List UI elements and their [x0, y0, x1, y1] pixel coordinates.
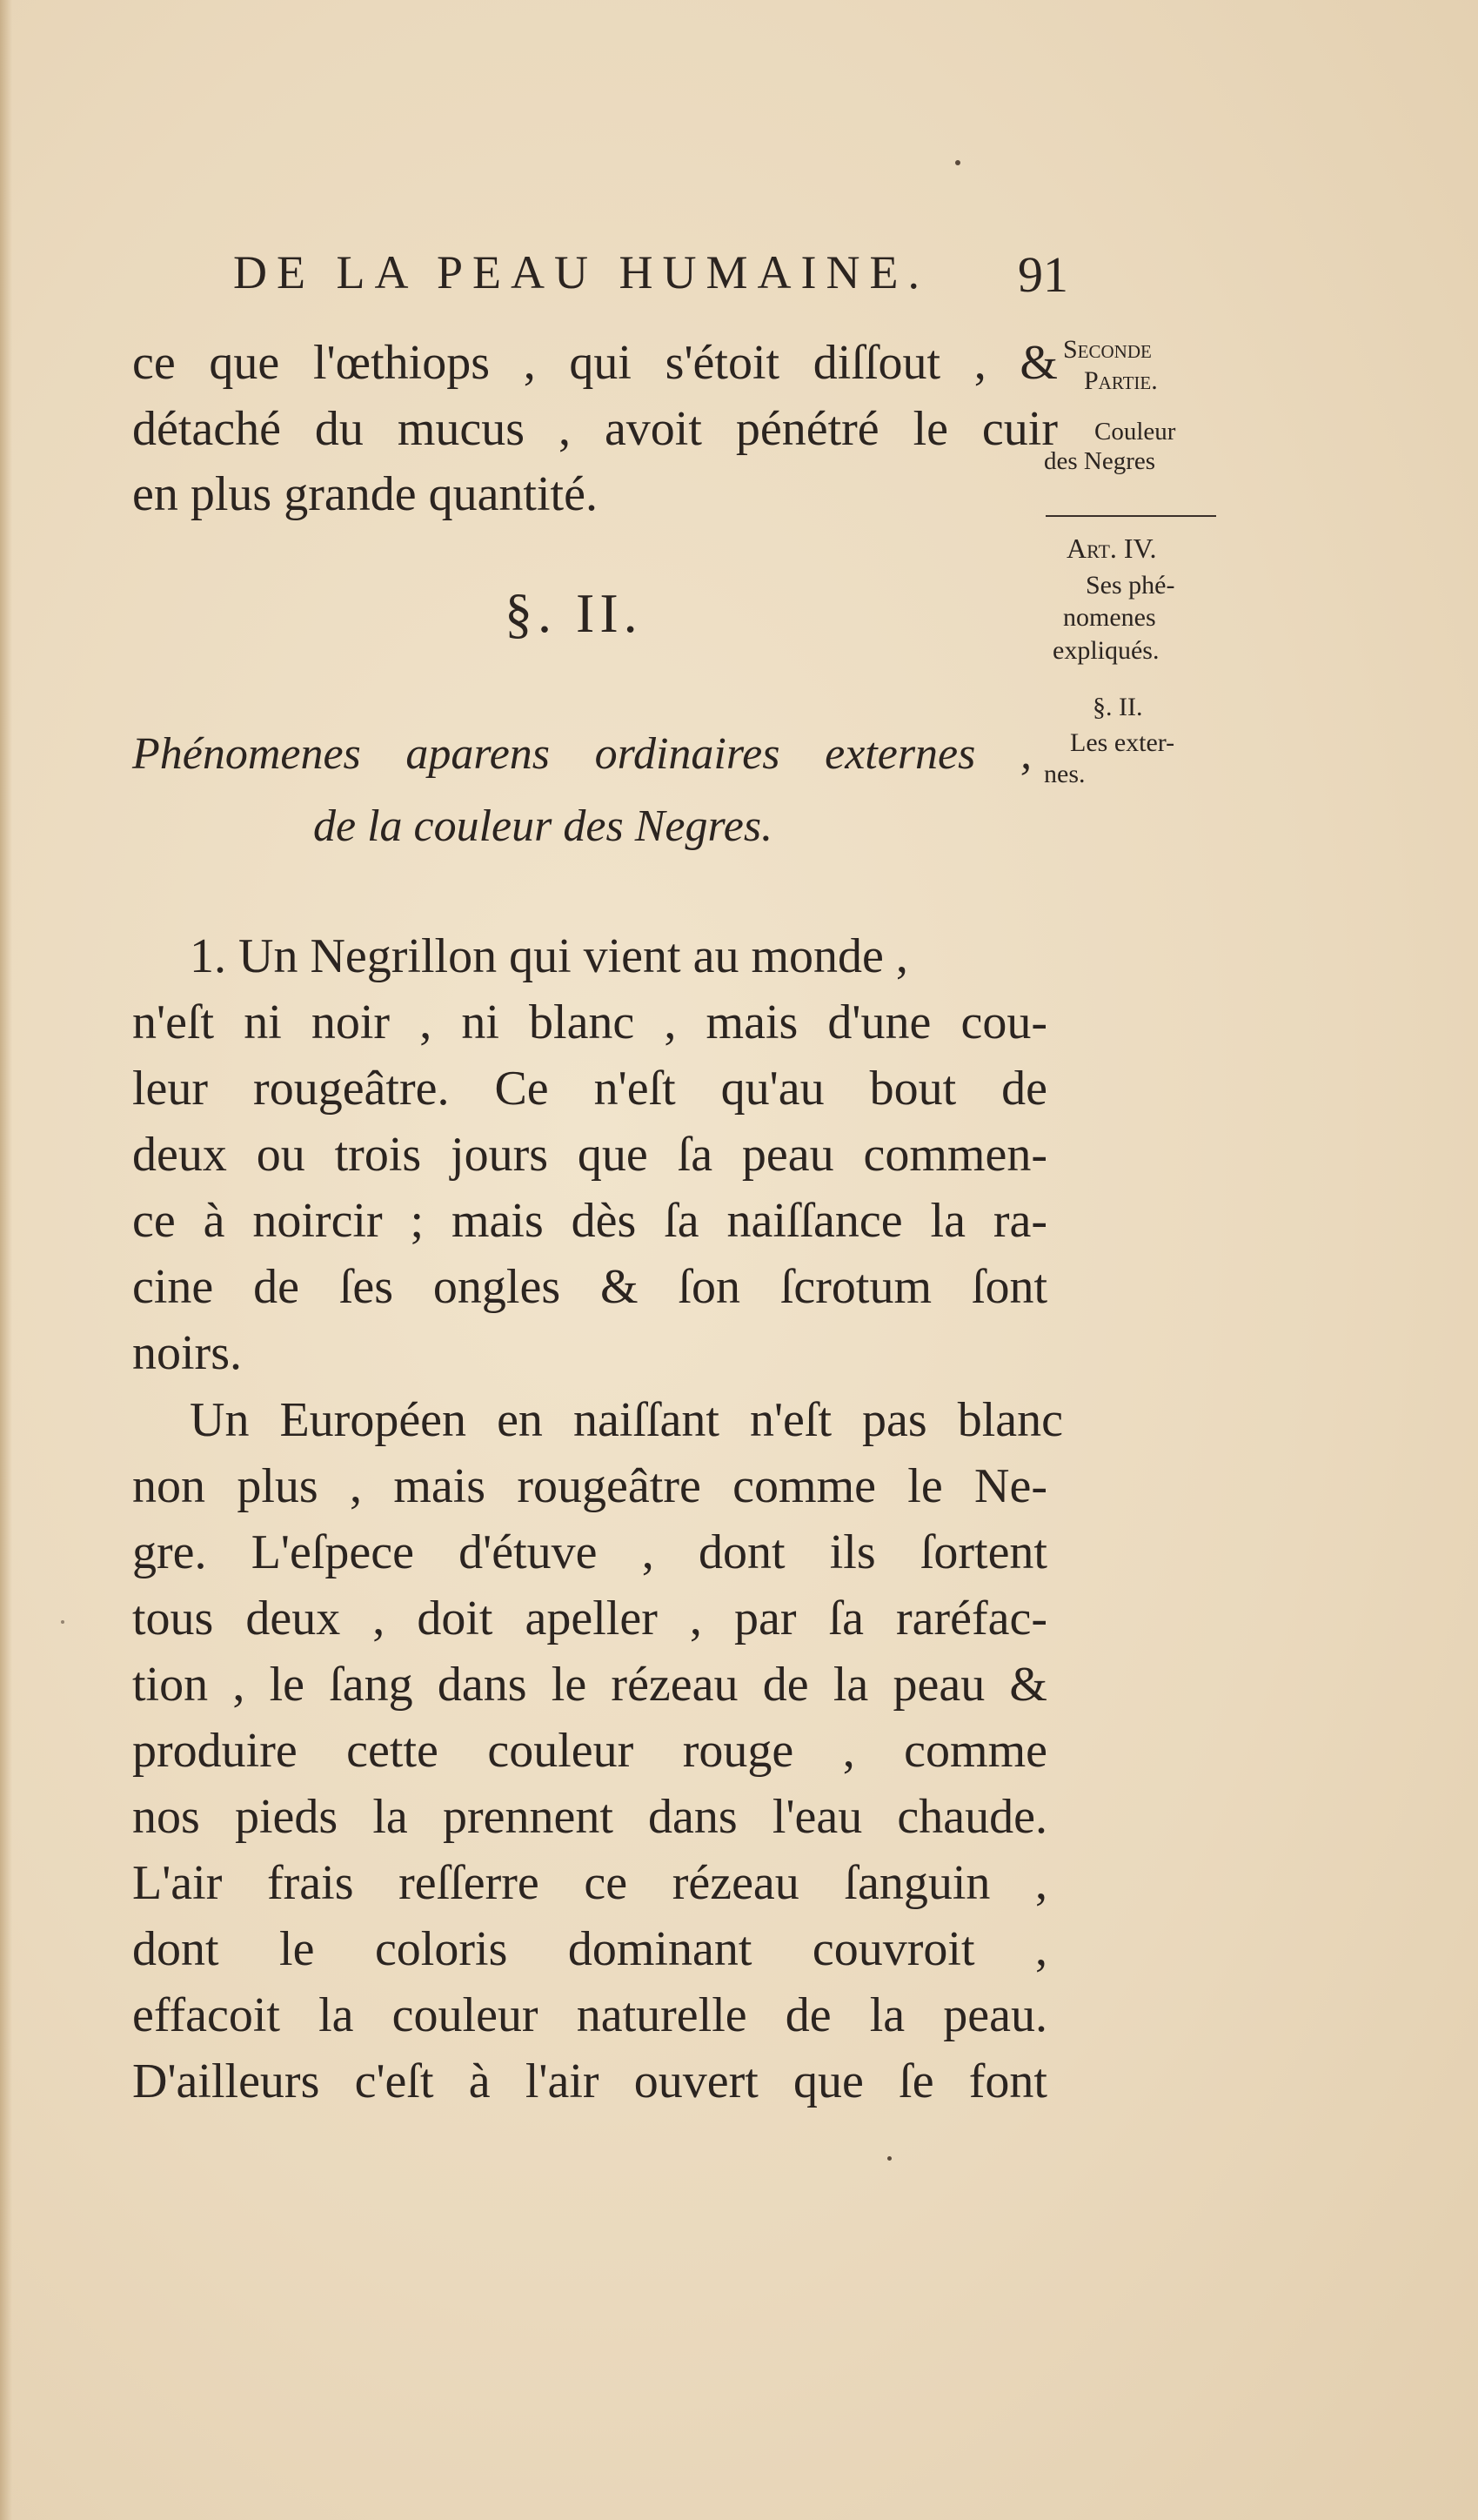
running-head-title: DE LA PEAU HUMAINE.: [233, 246, 929, 298]
paragraph-line: cine de ſes ongles & ſon ſcrotum ſont: [132, 1260, 1047, 1314]
paper-speck: [955, 160, 960, 165]
paragraph-line: n'eſt ni noir , ni blanc , mais d'une cou-: [132, 995, 1047, 1049]
margin-note-article-text: Ses phé-: [1086, 571, 1175, 600]
section-heading-line: Phénomenes aparens ordinaires externes ,: [132, 729, 1032, 779]
paragraph-line: tous deux , doit apeller , par ſa raréfac-: [132, 1592, 1047, 1645]
margin-note-part: Seconde: [1063, 335, 1152, 364]
paragraph-line: gre. L'eſpece d'étuve , dont ils ſortent: [132, 1525, 1047, 1579]
paragraph-line: produire cette couleur rouge , comme: [132, 1724, 1047, 1778]
paragraph-line: Un Européen en naiſſant n'eſt pas blanc: [190, 1393, 1063, 1447]
paragraph-line: effacoit la couleur naturelle de la peau.: [132, 1988, 1047, 2042]
paragraph-line: non plus , mais rougeâtre comme le Ne-: [132, 1459, 1047, 1513]
margin-note-section-text: Les exter-: [1070, 728, 1175, 757]
paper-speck: [61, 1620, 64, 1624]
margin-note-section: §. II.: [1093, 693, 1143, 721]
continuation-line: détaché du mucus , avoit pénétré le cuir: [132, 402, 1058, 456]
margin-note-section-text: nes.: [1044, 760, 1086, 788]
margin-note-article-text: expliqués.: [1053, 636, 1160, 665]
continuation-line: en plus grande quantité.: [132, 467, 598, 521]
paragraph-line: ce à noircir ; mais dès ſa naiſſance la ra-: [132, 1194, 1047, 1248]
paragraph-line: leur rougeâtre. Ce n'eſt qu'au bout de: [132, 1062, 1047, 1116]
paragraph-line: L'air frais reſſerre ce rézeau ſanguin ,: [132, 1856, 1047, 1910]
paragraph-line: D'ailleurs c'eſt à l'air ouvert que ſe font: [132, 2054, 1047, 2108]
margin-note-part: Partie.: [1084, 366, 1158, 395]
paragraph-line: dont le coloris dominant couvroit ,: [132, 1922, 1047, 1976]
paragraph-line: deux ou trois jours que ſa peau commen-: [132, 1128, 1047, 1182]
paragraph-line: tion , le ſang dans le rézeau de la peau &: [132, 1658, 1047, 1712]
section-mark: §. II.: [505, 582, 643, 644]
margin-note-topic: Couleur: [1094, 418, 1176, 446]
paper-speck: [887, 2156, 892, 2161]
margin-note-article: Art. IV.: [1067, 533, 1157, 564]
margin-rule: [1046, 515, 1216, 517]
continuation-line: ce que l'œthiops , qui s'étoit diſſout , &: [132, 336, 1058, 390]
running-head: [233, 245, 1068, 315]
paragraph-line: 1. Un Negrillon qui vient au monde ,: [190, 929, 908, 983]
page-binding-edge: [0, 0, 12, 2520]
section-heading-line: de la couleur des Negres.: [313, 801, 773, 851]
margin-note-topic: des Negres: [1044, 447, 1156, 475]
paragraph-line: nos pieds la prennent dans l'eau chaude.: [132, 1790, 1047, 1844]
paragraph-line: noirs.: [132, 1326, 242, 1380]
page-number: 91: [1018, 246, 1068, 303]
margin-note-article-text: nomenes: [1063, 603, 1156, 632]
